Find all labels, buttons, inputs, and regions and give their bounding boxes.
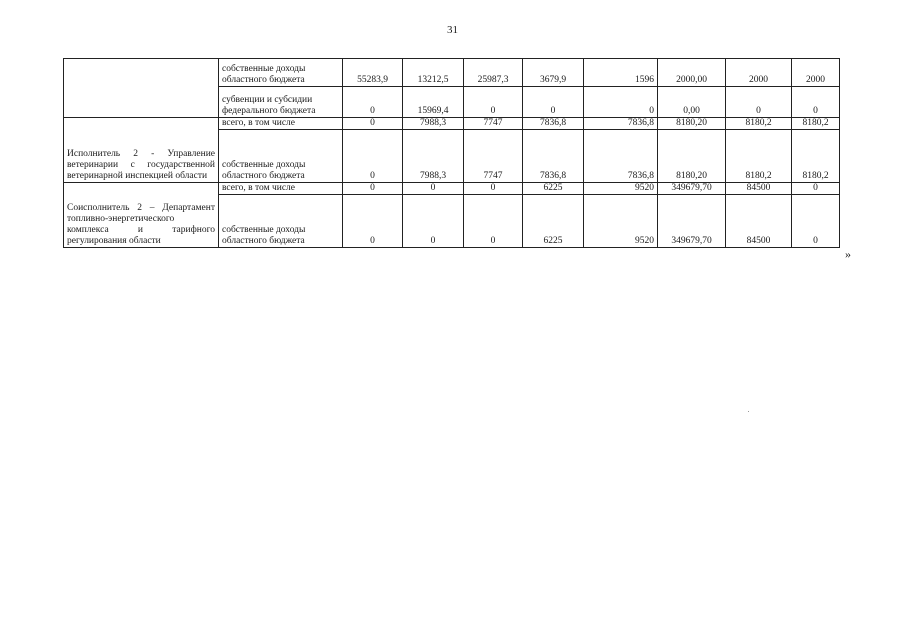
executor-cell: Соисполнитель 2 – Департамент топливно-энергетического комплекса и тарифного регулирования области <box>64 183 219 248</box>
funding-source-cell: собственные доходы областного бюджета <box>219 130 343 183</box>
value-cell: 7836,8 <box>523 118 584 130</box>
value-cell: 7988,3 <box>403 118 464 130</box>
value-cell: 1596 <box>584 59 658 87</box>
value-cell: 55283,9 <box>343 59 403 87</box>
value-cell: 9520 <box>584 183 658 195</box>
table-row <box>64 59 840 87</box>
value-cell: 0 <box>464 195 523 248</box>
budget-table <box>63 58 840 248</box>
value-cell: 0 <box>343 118 403 130</box>
value-cell: 8180,2 <box>792 118 840 130</box>
value-cell: 0 <box>726 87 792 118</box>
closing-quote: » <box>845 247 851 261</box>
value-cell: 8180,20 <box>658 118 726 130</box>
scan-speck <box>748 411 749 412</box>
value-cell: 0 <box>792 87 840 118</box>
value-cell: 8180,2 <box>726 118 792 130</box>
value-cell: 349679,70 <box>658 183 726 195</box>
value-cell: 7747 <box>464 118 523 130</box>
value-cell: 0 <box>343 183 403 195</box>
funding-source-cell: собственные доходы областного бюджета <box>219 59 343 87</box>
executor-cell: Исполнитель 2 - Управление ветеринарии с государственной ветеринарной инспекцией области <box>64 118 219 183</box>
funding-source-cell: всего, в том числе <box>219 183 343 195</box>
value-cell: 0 <box>464 183 523 195</box>
value-cell: 0 <box>792 195 840 248</box>
value-cell: 84500 <box>726 195 792 248</box>
value-cell: 0 <box>792 183 840 195</box>
value-cell: 0 <box>343 130 403 183</box>
value-cell: 7836,8 <box>584 118 658 130</box>
value-cell: 0,00 <box>658 87 726 118</box>
table-row <box>64 183 840 195</box>
value-cell: 0 <box>343 195 403 248</box>
page-number: 31 <box>447 24 458 36</box>
value-cell: 6225 <box>523 183 584 195</box>
value-cell: 6225 <box>523 195 584 248</box>
value-cell: 0 <box>584 87 658 118</box>
value-cell: 15969,4 <box>403 87 464 118</box>
value-cell: 349679,70 <box>658 195 726 248</box>
executor-cell <box>64 59 219 118</box>
value-cell: 0 <box>403 195 464 248</box>
value-cell: 2000 <box>726 59 792 87</box>
funding-source-cell: собственные доходы областного бюджета <box>219 195 343 248</box>
value-cell: 13212,5 <box>403 59 464 87</box>
value-cell: 0 <box>403 183 464 195</box>
value-cell: 0 <box>464 87 523 118</box>
value-cell: 7836,8 <box>523 130 584 183</box>
value-cell: 8180,2 <box>726 130 792 183</box>
value-cell: 9520 <box>584 195 658 248</box>
funding-source-cell: субвенции и субсидии федерального бюджета <box>219 87 343 118</box>
value-cell: 2000,00 <box>658 59 726 87</box>
value-cell: 7988,3 <box>403 130 464 183</box>
value-cell: 0 <box>523 87 584 118</box>
value-cell: 0 <box>343 87 403 118</box>
funding-source-cell: всего, в том числе <box>219 118 343 130</box>
value-cell: 8180,2 <box>792 130 840 183</box>
value-cell: 2000 <box>792 59 840 87</box>
value-cell: 3679,9 <box>523 59 584 87</box>
value-cell: 84500 <box>726 183 792 195</box>
value-cell: 25987,3 <box>464 59 523 87</box>
value-cell: 8180,20 <box>658 130 726 183</box>
value-cell: 7747 <box>464 130 523 183</box>
value-cell: 7836,8 <box>584 130 658 183</box>
table-row <box>64 118 840 130</box>
